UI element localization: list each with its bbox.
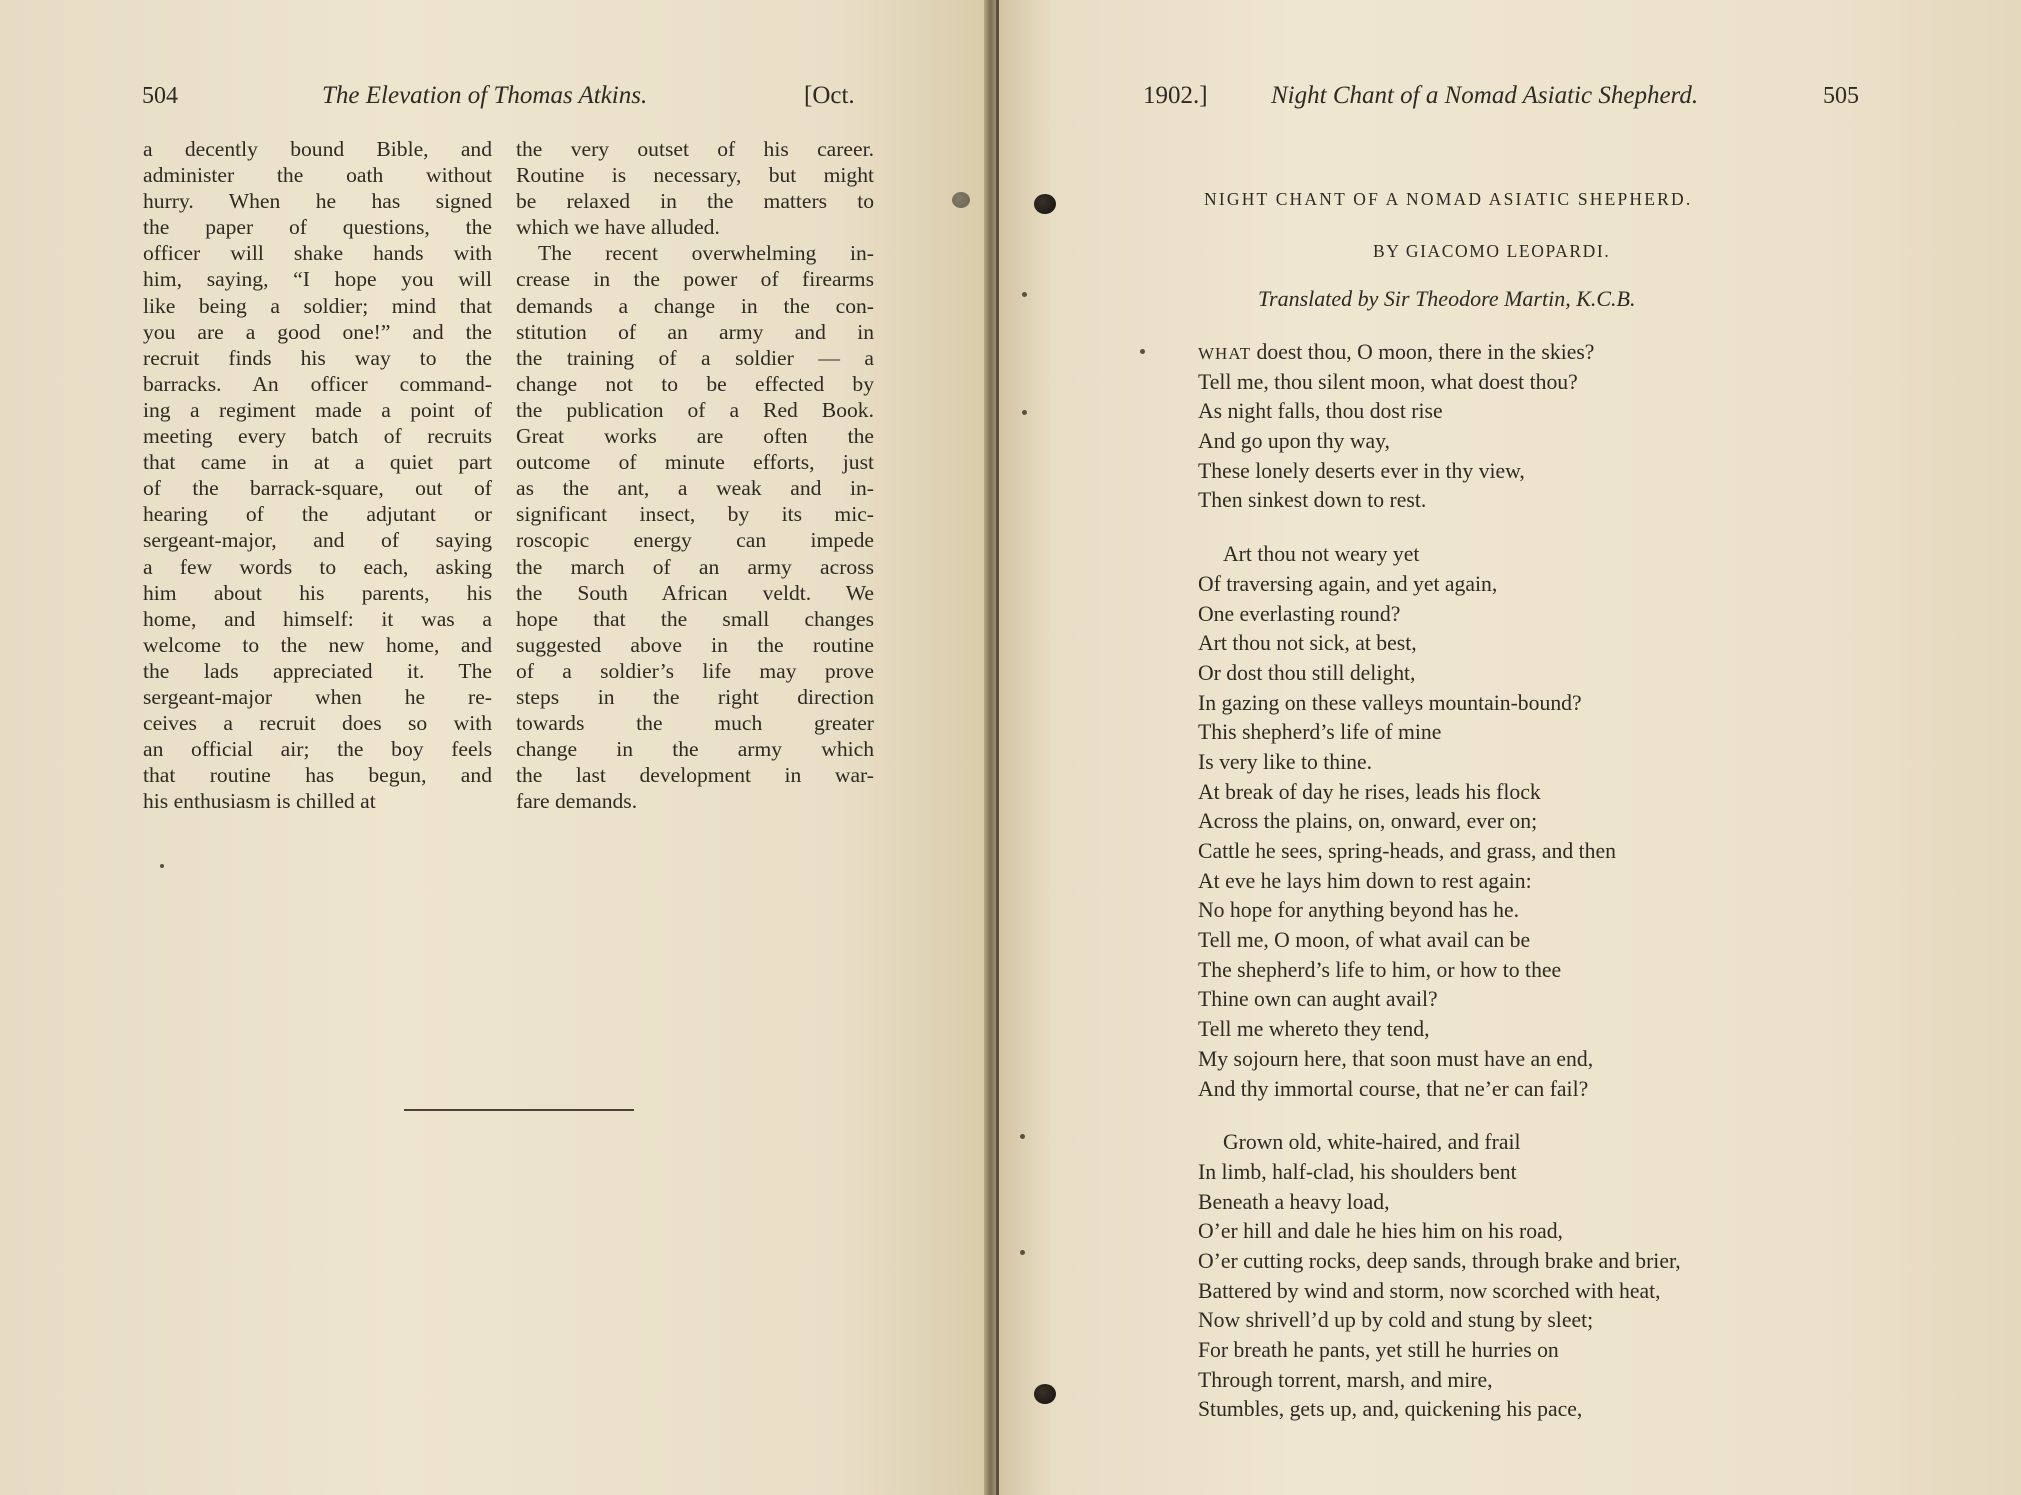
text-line: the last development in war-: [516, 763, 874, 788]
text-line: an official air; the boy feels: [143, 737, 492, 762]
text-line: Routine is necessary, but might: [516, 163, 874, 188]
text-line: ceives a recruit does so with: [143, 711, 492, 736]
text-line: the training of a soldier — a: [516, 345, 874, 370]
binding-mark: [1020, 1134, 1025, 1139]
binding-mark: [1020, 1250, 1025, 1255]
poem-line: [1198, 338, 1681, 368]
text-line: Great works are often the: [516, 424, 874, 449]
right-page-number: 505: [1823, 83, 1859, 109]
binding-mark: [1140, 349, 1145, 354]
text-line: significant insect, by its mic-: [516, 502, 874, 527]
text-line: towards the much greater: [516, 711, 874, 736]
binding-mark: [1022, 292, 1027, 297]
right-date-mark: 1902.]: [1143, 82, 1208, 109]
text-line: a few words to each, asking: [143, 554, 492, 579]
left-page: [0, 0, 990, 1495]
text-line: recruit finds his way to the: [143, 345, 492, 370]
poem-line: No hope for anything beyond has he.: [1198, 898, 1520, 923]
left-running-title: The Elevation of Thomas Atkins.: [322, 82, 648, 109]
text-line: change in the army which: [516, 737, 874, 762]
poem-line: Across the plains, on, onward, ever on;: [1198, 809, 1538, 834]
text-line: stitution of an army and in: [516, 319, 874, 344]
text-line: the paper of questions, the: [143, 215, 492, 240]
text-line: roscopic energy can impede: [516, 528, 874, 553]
left-column-1: [143, 136, 492, 814]
text-line: of a soldier’s life may prove: [516, 658, 874, 683]
poem-line: Art thou not sick, at best,: [1198, 631, 1417, 656]
poem-line: Cattle he sees, spring-heads, and grass, and then: [1198, 839, 1616, 863]
poem-line: Tell me, thou silent moon, what doest thou?: [1198, 369, 1578, 394]
binding-mark: [160, 864, 164, 868]
text-line: barracks. An officer command-: [143, 371, 492, 396]
text-line: suggested above in the routine: [516, 632, 874, 657]
text-line: hurry. When he has signed: [143, 189, 492, 214]
poem-byline: BY GIACOMO LEOPARDI.: [1373, 241, 1611, 261]
text-line: the very outset of his career.: [516, 137, 874, 161]
text-line: welcome to the new home, and: [143, 632, 492, 657]
text-line: sergeant-major, and of saying: [143, 528, 492, 553]
text-line: The recent overwhelming in-: [538, 241, 874, 266]
poem-line: Through torrent, marsh, and mire,: [1198, 1367, 1493, 1392]
text-line: like being a soldier; mind that: [143, 293, 492, 318]
section-end-rule: [404, 1109, 634, 1111]
binding-hole: [952, 192, 970, 208]
poem-line: One everlasting round?: [1198, 601, 1401, 626]
stanza-gap: [1198, 1104, 1681, 1128]
text-line: which we have alluded.: [516, 215, 720, 240]
text-line: administer the oath without: [143, 163, 492, 188]
poem-translator: Translated by Sir Theodore Martin, K.C.B.: [1258, 286, 1636, 311]
text-line: outcome of minute efforts, just: [516, 450, 874, 475]
left-page-number: 504: [142, 83, 178, 109]
poem-title: NIGHT CHANT OF A NOMAD ASIATIC SHEPHERD.: [1204, 189, 1693, 209]
poem-line: In gazing on these valleys mountain-bound?: [1198, 690, 1582, 715]
text-line: sergeant-major when he re-: [143, 684, 492, 709]
poem-line: Tell me whereto they tend,: [1198, 1017, 1430, 1042]
poem-line: Tell me, O moon, of what avail can be: [1198, 928, 1531, 953]
poem-line: Beneath a heavy load,: [1198, 1189, 1390, 1214]
text-line: demands a change in the con-: [516, 293, 874, 318]
text-line: him about his parents, his: [143, 580, 492, 605]
poem-line: As night falls, thou dost rise: [1198, 399, 1443, 424]
stanza-gap: [1198, 516, 1681, 540]
text-line: hearing of the adjutant or: [143, 502, 492, 527]
text-line: the South African veldt. We: [516, 580, 874, 605]
text-line: that routine has begun, and: [143, 763, 492, 788]
poem-line: Or dost thou still delight,: [1198, 660, 1416, 685]
text-line: crease in the power of firearms: [516, 267, 874, 292]
poem-line: Of traversing again, and yet again,: [1198, 571, 1498, 596]
poem-line: And thy immortal course, that ne’er can fail?: [1198, 1076, 1589, 1101]
poem-line: Grown old, white-haired, and frail: [1223, 1130, 1521, 1155]
poem-line: At eve he lays him down to rest again:: [1198, 868, 1532, 893]
poem-line: Then sinkest down to rest.: [1198, 488, 1427, 513]
left-date-mark: [Oct.: [804, 82, 855, 109]
text-line: a decently bound Bible, and: [143, 137, 492, 161]
poem-line: Stumbles, gets up, and, quickening his pace,: [1198, 1397, 1583, 1422]
text-line: hope that the small changes: [516, 606, 874, 631]
poem-line: This shepherd’s life of mine: [1198, 720, 1442, 745]
text-line: the lads appreciated it. The: [143, 658, 492, 683]
poem-line: For breath he pants, yet still he hurries on: [1198, 1338, 1559, 1362]
text-line: change not to be effected by: [516, 371, 874, 396]
poem-line: In limb, half-clad, his shoulders bent: [1198, 1159, 1517, 1184]
binding-mark: [1022, 410, 1027, 415]
poem-body: [1198, 338, 1681, 1425]
text-line: his enthusiasm is chilled at: [143, 789, 376, 814]
text-line: steps in the right direction: [516, 684, 874, 709]
poem-line: These lonely deserts ever in thy view,: [1198, 458, 1525, 483]
text-line: that came in at a quiet part: [143, 450, 492, 475]
poem-line: Thine own can aught avail?: [1198, 987, 1438, 1012]
text-line: the publication of a Red Book.: [516, 397, 874, 422]
poem-line: The shepherd’s life to him, or how to thee: [1198, 957, 1562, 982]
poem-line: At break of day he rises, leads his flock: [1198, 779, 1541, 804]
poem-line: Is very like to thine.: [1198, 749, 1373, 774]
text-line: of the barrack-square, out of: [143, 476, 492, 501]
text-line: him, saying, “I hope you will: [143, 267, 492, 292]
binding-hole: [1034, 194, 1056, 214]
gutter-shadow-line: [996, 0, 999, 1495]
poem-line: My sojourn here, that soon must have an end,: [1198, 1046, 1594, 1071]
text-line: fare demands.: [516, 789, 638, 814]
text-line: officer will shake hands with: [143, 241, 492, 266]
text-line: be relaxed in the matters to: [516, 189, 874, 214]
poem-opening-word: WHAT: [1198, 344, 1252, 363]
poem-line: Art thou not weary yet: [1223, 542, 1420, 567]
text-line: the march of an army across: [516, 554, 874, 579]
text-line: home, and himself: it was a: [143, 606, 492, 631]
text-line: meeting every batch of recruits: [143, 424, 492, 449]
text-line: ing a regiment made a point of: [143, 397, 492, 422]
poem-line: And go upon thy way,: [1198, 429, 1390, 454]
text-line: you are a good one!” and the: [143, 319, 492, 344]
poem-line-text: doest thou, O moon, there in the skies?: [1251, 340, 1595, 364]
text-line: as the ant, a weak and in-: [516, 476, 874, 501]
right-running-title: Night Chant of a Nomad Asiatic Shepherd.: [1271, 82, 1699, 109]
poem-line: O’er cutting rocks, deep sands, through brake and brier,: [1198, 1248, 1681, 1273]
binding-hole: [1034, 1384, 1056, 1404]
left-column-2: [516, 136, 874, 814]
poem-line: O’er hill and dale he hies him on his road,: [1198, 1219, 1563, 1244]
poem-line: Now shrivell’d up by cold and stung by sleet;: [1198, 1308, 1594, 1333]
poem-line: Battered by wind and storm, now scorched with heat,: [1198, 1278, 1661, 1303]
